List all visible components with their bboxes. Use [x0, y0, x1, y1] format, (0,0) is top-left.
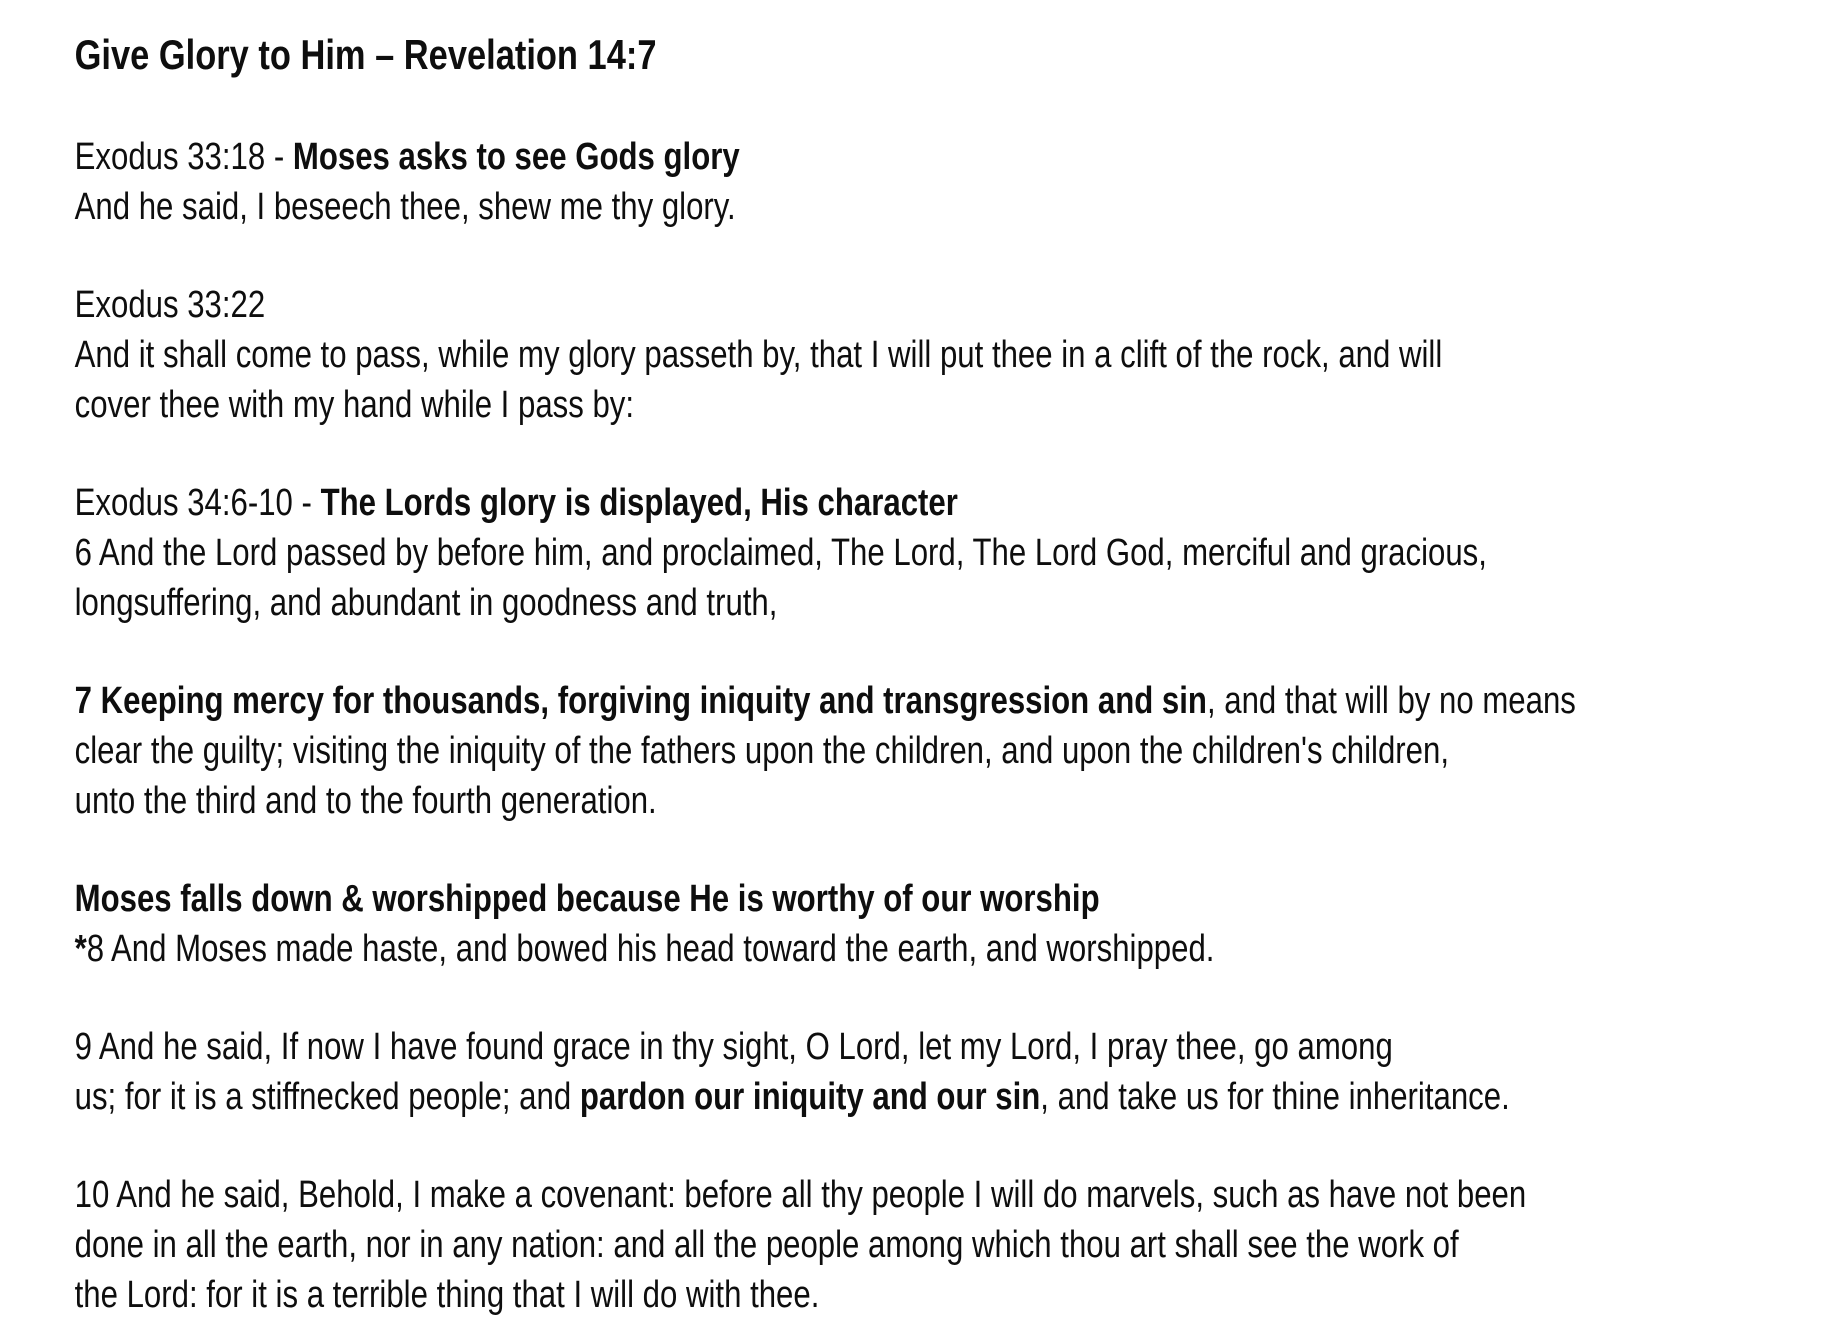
text-line [75, 874, 1848, 924]
document-title: Give Glory to Him – Revelation 14:7 [74, 31, 657, 78]
text-line [75, 1170, 1848, 1220]
text-run: And it shall come to pass, while my glory passeth by, that I will put thee in a clift of the rock, and will [74, 334, 1443, 376]
paragraph [75, 676, 1848, 826]
bold-text-run: pardon our iniquity and our sin [579, 1076, 1041, 1118]
text-line [75, 1022, 1848, 1072]
text-run: longsuffering, and abundant in goodness and truth, [74, 582, 778, 624]
bold-text-run: Moses falls down & worshipped because He is worthy of our worship [74, 878, 1100, 920]
text-line [75, 676, 1848, 726]
bold-text-run: Moses asks to see Gods glory [292, 136, 740, 178]
text-run: the Lord: for it is a terrible thing that I will do with thee. [74, 1274, 820, 1316]
text-line [75, 330, 1848, 380]
text-run: 8 And Moses made haste, and bowed his head toward the earth, and worshipped. [86, 928, 1215, 970]
text-line [75, 132, 1848, 182]
text-run: unto the third and to the fourth generation. [74, 780, 657, 822]
text-run: Exodus 33:18 - [74, 136, 293, 178]
bold-text-run: The Lords glory is displayed, His character [320, 482, 958, 524]
paragraph [75, 478, 1848, 628]
text-run: 10 And he said, Behold, I make a covenant: before all thy people I will do marvels, such as have not been [74, 1174, 1527, 1216]
paragraph [75, 280, 1848, 430]
text-run: us; for it is a stiffnecked people; and [74, 1076, 580, 1118]
document-body [75, 132, 1848, 1320]
paragraph [75, 132, 1848, 232]
text-line [75, 776, 1848, 826]
text-line [75, 924, 1848, 974]
paragraph [75, 874, 1848, 974]
paragraph [75, 1170, 1848, 1320]
text-run: done in all the earth, nor in any nation: and all the people among which thou art shall see the work of [74, 1224, 1459, 1266]
text-run: clear the guilty; visiting the iniquity of the fathers upon the children, and upon the children's children, [74, 730, 1449, 772]
text-run: cover thee with my hand while I pass by: [74, 384, 635, 426]
text-run: Exodus 33:22 [74, 284, 266, 326]
text-line [75, 1270, 1848, 1320]
text-line [75, 380, 1848, 430]
paragraph [75, 1022, 1848, 1122]
text-line [75, 1220, 1848, 1270]
text-line [75, 726, 1848, 776]
text-run: Exodus 34:6-10 - [74, 482, 321, 524]
text-run: 9 And he said, If now I have found grace in thy sight, O Lord, let my Lord, I pray thee, go among [74, 1026, 1393, 1068]
text-run: And he said, I beseech thee, shew me thy glory. [74, 186, 736, 228]
text-line [75, 528, 1848, 578]
bold-text-run: * [74, 928, 87, 970]
text-line [75, 578, 1848, 628]
text-line [75, 1072, 1848, 1122]
text-run: 6 And the Lord passed by before him, and proclaimed, The Lord, The Lord God, merciful and gracious, [74, 532, 1487, 574]
text-line [75, 280, 1848, 330]
bold-text-run: 7 Keeping mercy for thousands, forgiving iniquity and transgression and sin [74, 680, 1207, 722]
text-line [75, 182, 1848, 232]
text-line [75, 478, 1848, 528]
text-run: , and that will by no means [1206, 680, 1576, 722]
text-run: , and take us for thine inheritance. [1040, 1076, 1510, 1118]
